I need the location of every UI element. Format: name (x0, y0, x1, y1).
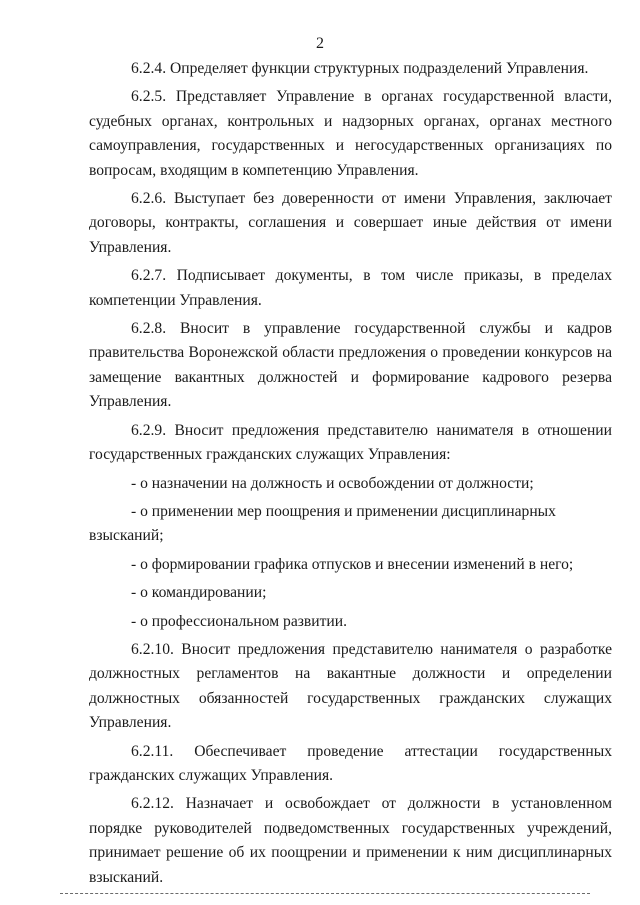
list-item: - о формировании графика отпусков и внесении изменений в него; (131, 555, 574, 573)
paragraph-6-2-8: 6.2.8. Вносит в управление государственной службы и кадров правительства Воронежской области предложения о проведении конкурсов на замещение вакантных должностей и формирование кадрового резерва Управления. (89, 320, 612, 411)
page-bottom-rule (60, 893, 590, 894)
list-item: - о применении мер поощрения и применении дисциплинарных взысканий; (89, 502, 556, 545)
paragraph-6-2-12: 6.2.12. Назначает и освобождает от должности в установленном порядке руководителей подведомственных государственных учреждений, принимает решение об их поощрении и применении к ним дисциплинарных взысканий. (89, 795, 612, 886)
list-item: - о командировании; (131, 584, 267, 602)
paragraph-6-2-7: 6.2.7. Подписывает документы, в том числе приказы, в пределах компетенции Управления. (89, 267, 612, 309)
list-item: - о профессиональном развитии. (131, 612, 348, 630)
paragraph-6-2-4: 6.2.4. Определяет функции структурных подразделений Управления. (131, 60, 589, 77)
paragraph-6-2-5: 6.2.5. Представляет Управление в органах государственной власти, судебных органах, контрольных и надзорных органах, органах местного самоуправления, государственных и негосударственных организациях по вопросам, входящим в компетенцию Управления. (89, 88, 612, 179)
paragraph-6-2-11: 6.2.11. Обеспечивает проведение аттестации государственных гражданских служащих Управления. (89, 742, 612, 784)
paragraph-6-2-9: 6.2.9. Вносит предложения представителю нанимателя в отношении государственных гражданских служащих Управления: (89, 421, 612, 464)
page-number: 2 (316, 35, 324, 52)
list-item: - о назначении на должность и освобождении от должности; (131, 474, 534, 492)
paragraph-6-2-6: 6.2.6. Выступает без доверенности от имени Управления, заключает договоры, контракты, соглашения и совершает иные действия от имени Управления. (89, 190, 612, 256)
paragraph-6-2-10: 6.2.10. Вносит предложения представителю нанимателя о разработке должностных регламентов на вакантные должности и определении должностных обязанностей государственных гражданских служащих Управления. (89, 640, 612, 732)
document-body (89, 57, 612, 894)
